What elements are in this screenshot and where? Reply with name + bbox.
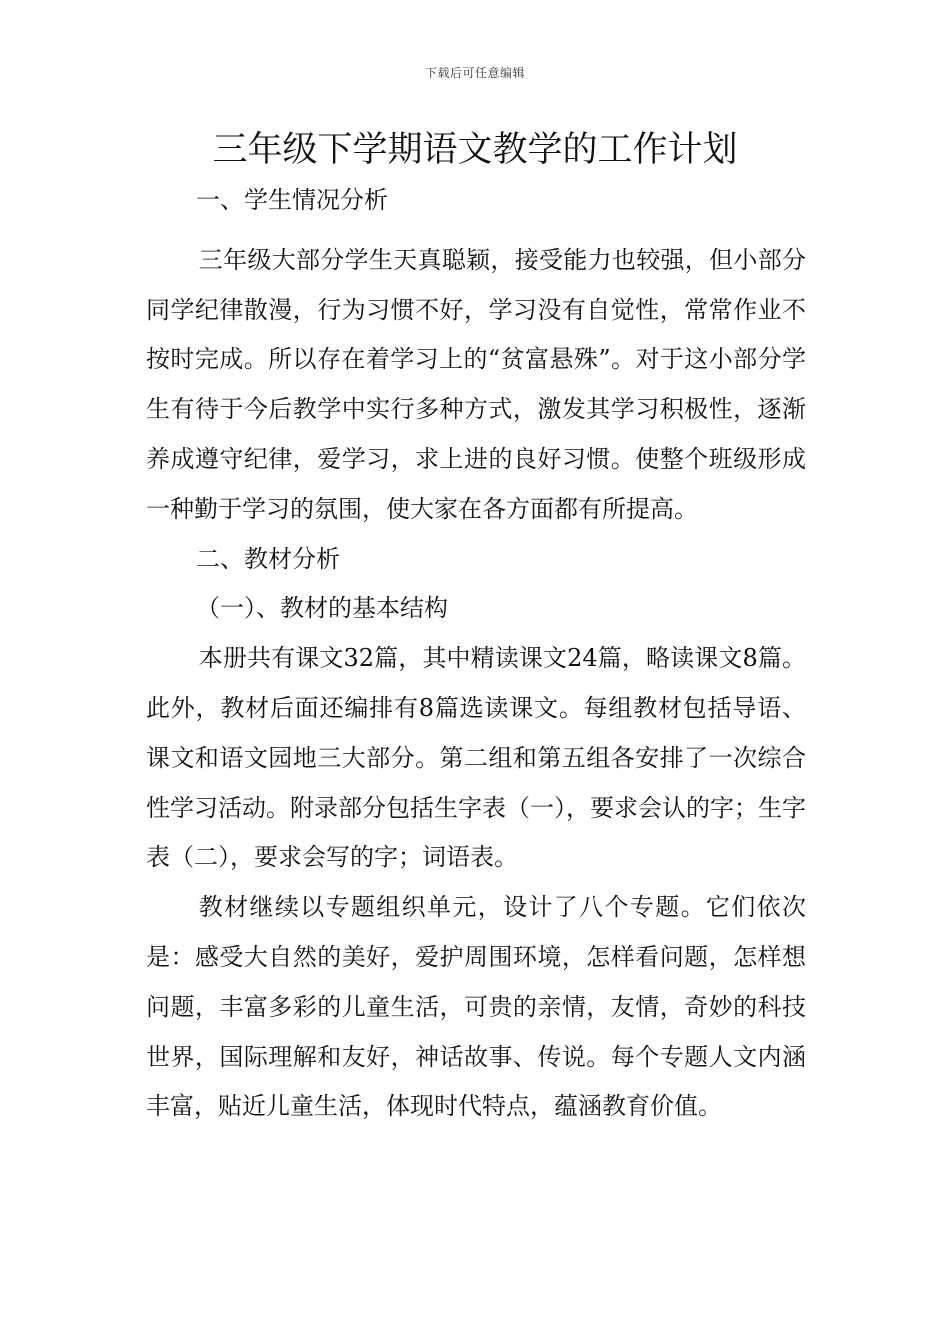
subsection-heading-textbook-structure: （一）、教材的基本结构 xyxy=(196,594,448,623)
paragraph-textbook-themes: 教材继续以专题组织单元，设计了八个专题。它们依次是：感受大自然的美好，爱护周围环境，怎样看问题，怎样想问题，丰富多彩的儿童生活，可贵的亲情，友情，奇妙的科技世界，国际理解和友好，神话故事、传说。每个专题人文内涵丰富，贴近儿童生活，体现时代特点，蕴涵教育价值。 xyxy=(146,893,806,1121)
header-note: 下载后可任意编辑 xyxy=(424,66,525,80)
document-body xyxy=(146,176,806,1132)
document-title: 三年级下学期语文教学的工作计划 xyxy=(212,130,738,170)
spacer xyxy=(146,226,806,236)
paragraph-textbook-structure: 本册共有课文32篇，其中精读课文24篇，略读课文8篇。此外，教材后面还编排有8篇选读课文。每组教材包括导语、课文和语文园地三大部分。第二组和第五组各安排了一次综合性学习活动。附录部分包括生字表（一），要求会认的字；生字表（二），要求会写的字；词语表。 xyxy=(146,644,806,872)
section-heading-student-analysis: 一、学生情况分析 xyxy=(196,186,388,214)
paragraph-student-analysis: 三年级大部分学生天真聪颖，接受能力也较强，但小部分同学纪律散漫，行为习惯不好，学习没有自觉性，常常作业不按时完成。所以存在着学习上的“贫富悬殊”。对于这小部分学生有待于今后教学中实行多种方式，激发其学习积极性，逐渐养成遵守纪律，爱学习，求上进的良好习惯。使整个班级形成一种勤于学习的氛围，使大家在各方面都有所提高。 xyxy=(146,245,806,523)
section-heading-textbook-analysis: 二、教材分析 xyxy=(196,544,340,573)
